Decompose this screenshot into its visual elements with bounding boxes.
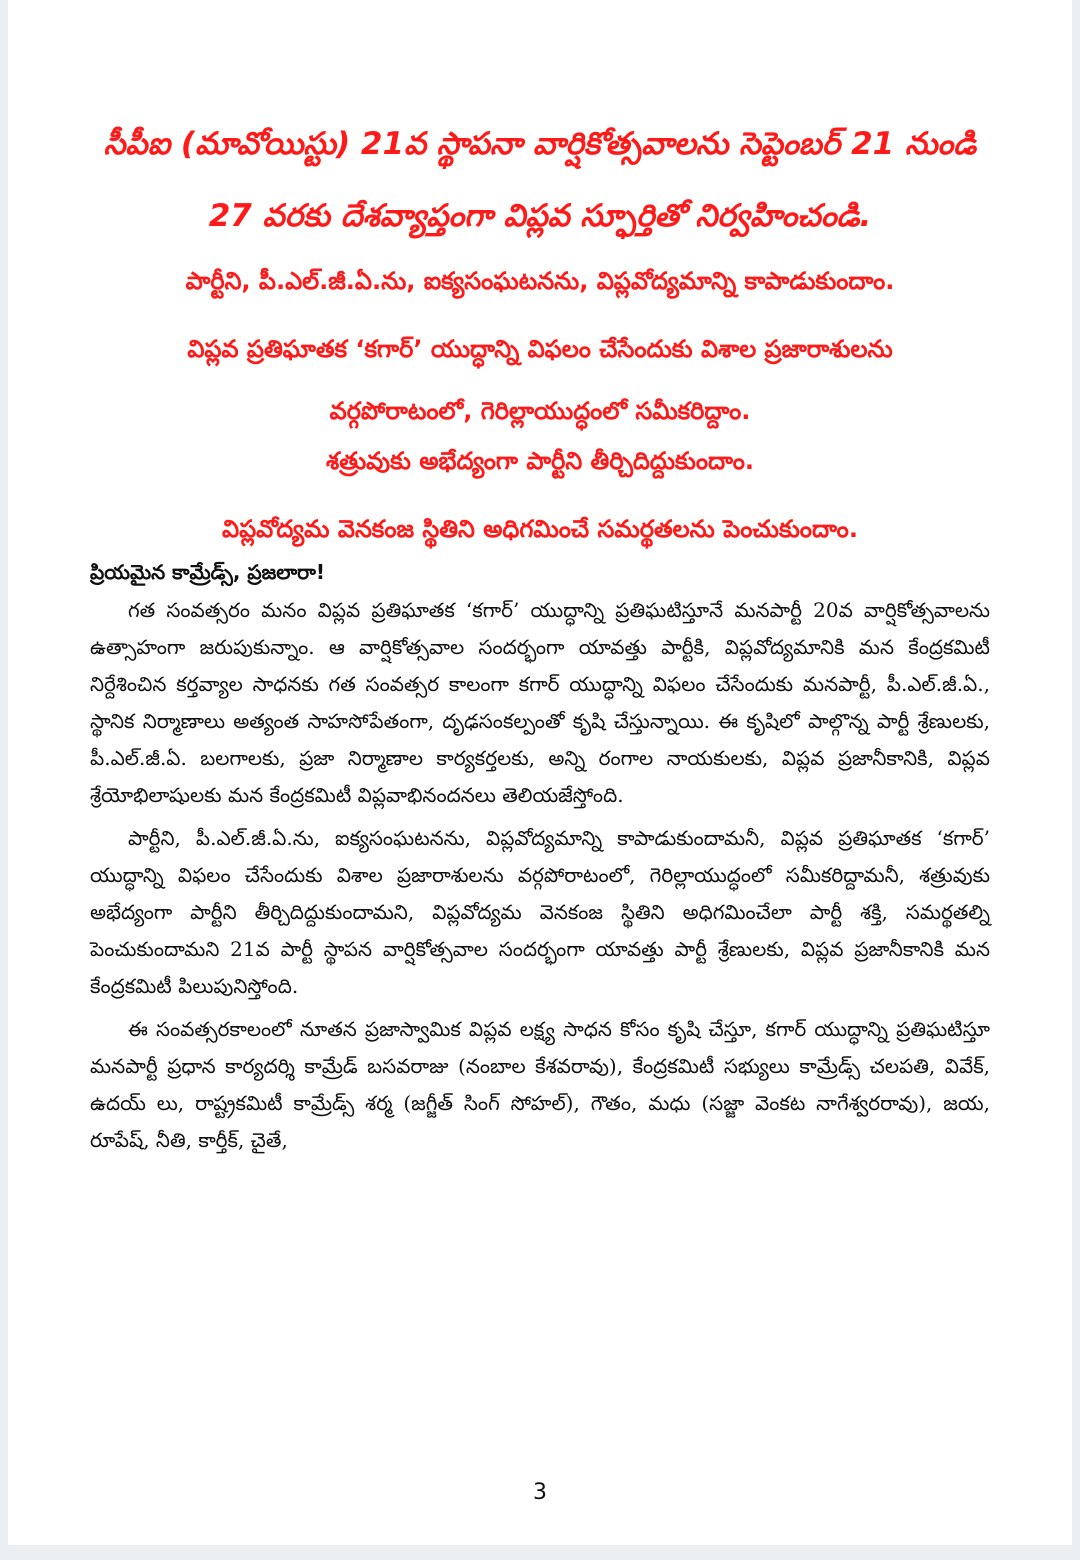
slogan-group-mobilize [90,334,990,426]
document-title: సీపీఐ (మావోయిస్టు) 21వ స్థాపనా వార్షికోత్సవాలను సెప్టెంబర్ 21 నుండి 27 వరకు దేశవ్యాప్తంగా విప్లవ స్ఫూర్తితో నిర్వహించండి. [103,126,977,234]
body-paragraph-2: పార్టీని, పీ.ఎల్.జీ.ఏ.ను, ఐక్యసంఘటనను, విప్లవోద్యమాన్ని కాపాడుకుందామనీ, విప్లవ ప్రతిఘాతక ‘కగార్’ యుద్ధాన్ని విఫలం చేసేందుకు విశాల ప్రజారాశులను వర్గపోరాటంలో, గెరిల్లాయుద్ధంలో సమీకరిద్దామనీ, శత్రువుకు అభేద్యంగా పార్టీని తీర్చిదిద్దుకుందామని, విప్లవోద్యమ వెనకంజ స్థితిని అధిగమించేలా పార్టీ శక్తి, సమర్థతల్ని పెంచుకుందామని 21వ పార్టీ స్థాపన వార్షికోత్సవాల సందర్భంగా యావత్తు పార్టీ శ్రేణులకు, విప్లవ ప్రజానీకానికి మన కేంద్రకమిటీ పిలుపునిస్తోంది. [90,826,990,998]
salutation: ప్రియమైన కామ్రేడ్స్, ప్రజలారా! [90,560,326,584]
body-paragraph-3: ఈ సంవత్సరకాలంలో నూతన ప్రజాస్వామిక విప్లవ లక్ష్య సాధన కోసం కృషి చేస్తూ, కగార్ యుద్ధాన్ని ప్రతిఘటిస్తూ మనపార్టీ ప్రధాన కార్యదర్శి కామ్రేడ్ బసవరాజు (నంబాల కేశవరావు), కేంద్రకమిటీ సభ్యులు కామ్రేడ్స్ చలపతి, వివేక్, ఉదయ్ లు, రాష్ట్రకమిటీ కామ్రేడ్స్ శర్మ (జగ్జీత్ సింగ్ సోహల్), గౌతం, మధు (సజ్జా వెంకట నాగేశ్వరరావు), జయ, రూపేష్, నీతి, కార్తీక్, చైతే, [90,1017,990,1152]
slogan-1: పార్టీని, పీ.ఎల్.జీ.ఏ.ను, ఐక్యసంఘటనను, విప్లవోద్యమాన్ని కాపాడుకుందాం. [185,267,895,295]
page-number: 3 [533,1480,547,1505]
slogan-4: శత్రువుకు అభేద్యంగా పార్టీని తీర్చిదిద్దుకుందాం. [326,447,754,475]
document-page [8,0,1072,1545]
slogan-list [90,266,990,544]
slogan-2: విప్లవ ప్రతిఘాతక ‘కగార్’ యుద్ధాన్ని విఫలం చేసేందుకు విశాల ప్రజారాశులను [187,335,893,363]
body-paragraph-1: గత సంవత్సరం మనం విప్లవ ప్రతిఘాతక ‘కగార్’ యుద్ధాన్ని ప్రతిఘటిస్తూనే మనపార్టీ 20వ వార్షికోత్సవాలను ఉత్సాహంగా జరుపుకున్నాం. ఆ వార్షికోత్సవాల సందర్భంగా యావత్తు పార్టీకి, విప్లవోద్యమానికి మన కేంద్రకమిటీ నిర్దేశించిన కర్తవ్యాల సాధనకు గత సంవత్సర కాలంగా కగార్ యుద్ధాన్ని విఫలం చేసేందుకు మనపార్టీ, పీ.ఎల్.జీ.ఏ., స్థానిక నిర్మాణాలు అత్యంత సాహసోపేతంగా, దృఢసంకల్పంతో కృషి చేస్తున్నాయి. ఈ కృషిలో పాల్గొన్న పార్టీ శ్రేణులకు, పీ.ఎల్.జీ.ఏ. బలగాలకు, ప్రజా నిర్మాణాల కార్యకర్తలకు, అన్ని రంగాల నాయకులకు, విప్లవ ప్రజానీకానికి, విప్లవ శ్రేయోభిలాషులకు మన కేంద్రకమిటీ విప్లవాభినందనలు తెలియజేస్తోంది. [90,598,990,807]
slogan-3: వర్గపోరాటంలో, గెరిల్లాయుద్ధంలో సమీకరిద్దాం. [329,397,751,425]
slogan-5: విప్లవోద్యమ వెనకంజ స్థితిని అధిగమించే సమర్థతలను పెంచుకుందాం. [222,515,858,543]
